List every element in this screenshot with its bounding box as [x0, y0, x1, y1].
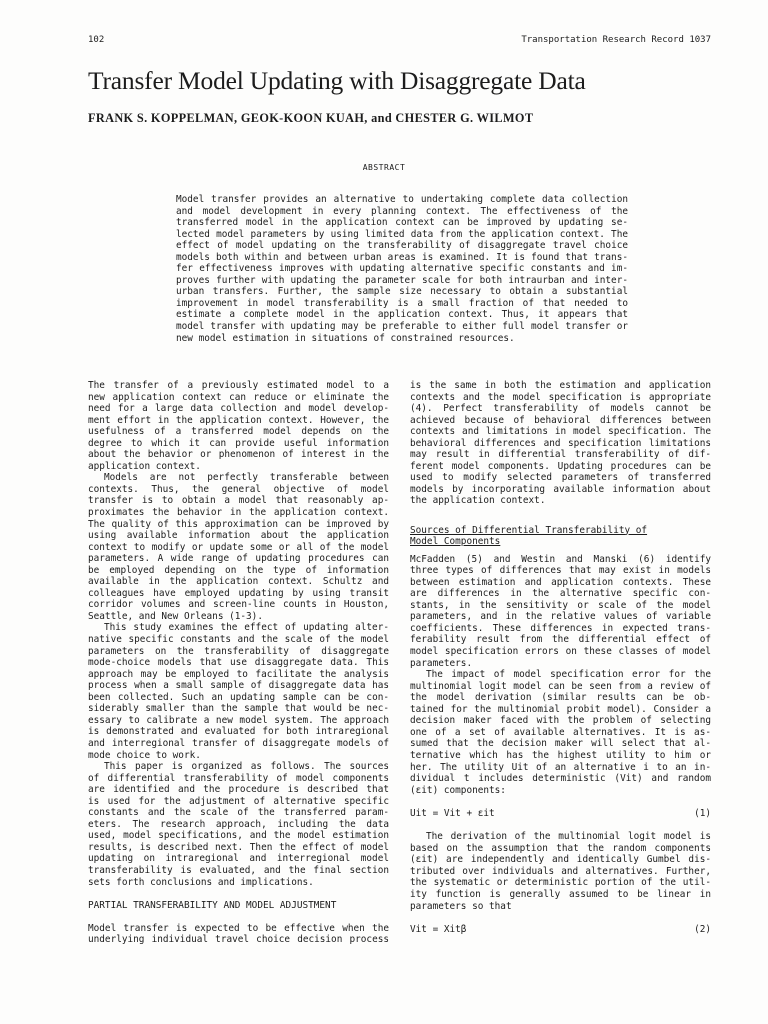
text-line: one of a set of available alternatives. It is as-	[410, 726, 711, 738]
text-line: mode-choice models that use disaggregate data. This	[88, 657, 389, 669]
text-line: contexts and the model specification is appropriate	[410, 391, 711, 403]
abstract-line: new model estimation in situations of constrained resources.	[176, 332, 515, 344]
text-line: tributed over individuals and alternatives. Further,	[410, 865, 711, 877]
abstract-line: Model transfer provides an alternative to undertaking complete data collection	[176, 194, 628, 205]
text-line: between estimation and application contexts. These	[410, 576, 711, 588]
author-list: FRANK S. KOPPELMAN, GEOK-KOON KUAH, and CHESTER G. WILMOT	[88, 111, 534, 125]
text-line: parameters on the transferability of disaggregate	[88, 645, 389, 657]
text-line: available in the application context. Schultz and	[88, 576, 389, 588]
paper-title: Transfer Model Updating with Disaggregate Data	[88, 66, 586, 95]
text-line: Models are not perfectly transferable between	[104, 472, 389, 484]
text-line: tained for the multinomial probit model). Consider a	[410, 703, 711, 715]
abstract-line: and model development in every planning context. The effectiveness of the	[176, 205, 628, 217]
equation-number: (1)	[694, 807, 711, 819]
equation-2	[410, 924, 711, 936]
text-line: behavioral differences and specification limitations	[410, 437, 711, 449]
text-line: parameters so that	[410, 900, 512, 912]
text-line: may result in differential transferability of dif-	[410, 449, 711, 461]
equation-text: Uit = Vit + εit	[410, 807, 495, 819]
text-line: proximates the behavior in the application context.	[88, 507, 389, 519]
text-line: siderably smaller than the sample that would be nec-	[88, 703, 389, 715]
text-line: contexts and limitations in model specification. The	[410, 426, 711, 438]
abstract-line: models both within and between urban areas is examined. It is found that trans-	[176, 251, 628, 263]
text-line: colleagues have employed updating by using transit	[88, 587, 389, 599]
journal-name: Transportation Research Record 1037	[521, 35, 711, 45]
text-line: This paper is organized as follows. The sources	[104, 761, 389, 773]
text-line: are identified and the procedure is described that	[88, 784, 389, 796]
abstract-line: effect of model updating on the transferability of disaggregate travel choice	[176, 240, 628, 252]
text-line: been collected. Such an updating sample can be con-	[88, 691, 389, 703]
text-line: decision maker faced with the problem of selecting	[410, 715, 711, 727]
text-line: contexts. Thus, the general objective of model	[88, 483, 389, 495]
text-line: ment effort in the application context. However, the	[88, 414, 389, 426]
text-line: dividual t includes deterministic (Vit) and random	[410, 773, 711, 785]
text-line: need for a large data collection and model develop-	[88, 403, 389, 415]
text-line: results, is described next. Then the effect of model	[88, 841, 389, 853]
text-line: stants, in the sensitivity or scale of the model	[410, 599, 711, 611]
text-line: parameters.	[410, 657, 473, 669]
paragraph	[410, 831, 711, 912]
text-line: sets forth conclusions and implications.	[88, 876, 314, 888]
text-line: ity function is generally assumed to be linear in	[410, 888, 711, 900]
text-line: process when a small sample of disaggregate data has	[88, 680, 389, 692]
text-line: usefulness of a transferred model depends on the	[88, 426, 389, 438]
text-line: is the same in both the estimation and application	[410, 380, 711, 391]
text-line: ferability result from the differential effect of	[410, 634, 711, 646]
text-line: about the behavior or phenomenon of interest in the	[88, 449, 389, 461]
text-line: based on the assumption that the random components	[410, 842, 711, 854]
paragraph	[410, 669, 711, 796]
text-line: approach may be employed to facilitate the analysis	[88, 668, 389, 680]
text-line: parameters. A wide range of updating procedures can	[88, 553, 389, 565]
text-line: native specific constants and the scale of the model	[88, 634, 389, 646]
abstract-line: improvement in model transferability is a small fraction of that needed to	[176, 297, 628, 309]
text-line: The quality of this approximation can be improved by	[88, 518, 389, 530]
text-line: models by incorporating available information about	[410, 483, 711, 495]
text-line: new application context can reduce or eliminate the	[88, 391, 389, 403]
text-line: Seattle, and New Orleans (1-3).	[88, 610, 263, 622]
abstract-line: fer effectiveness improves with updating alternative specific constants and im-	[176, 263, 628, 275]
section-heading: PARTIAL TRANSFERABILITY AND MODEL ADJUSTMENT	[88, 899, 337, 911]
abstract-line: lected model parameters by using limited data from the application context. The	[176, 228, 628, 240]
abstract-line: model transfer with updating may be preferable to either full model transfer or	[176, 321, 628, 333]
text-line: mode choice to work.	[88, 749, 201, 761]
text-line: transfer is to obtain a model that reasonably ap-	[88, 495, 389, 507]
text-line: multinomial logit model can be seen from a review of	[410, 680, 711, 692]
abstract-line: estimate a complete model in the application context. Thus, it appears that	[176, 309, 628, 321]
text-line: parameters, and in the relative values of variable	[410, 611, 711, 623]
text-line: achieved because of behavioral differences between	[410, 414, 711, 426]
text-line: context to modify or update some or all of the model	[88, 541, 389, 553]
text-line: the application context.	[410, 495, 546, 507]
subsection-heading-line: Model Components	[410, 536, 501, 548]
equation-text: Vit = Xitβ	[410, 923, 467, 935]
text-line: constants and the scale of the transferred param-	[88, 807, 389, 819]
text-line: transferability is evaluated, and the final section	[88, 864, 389, 876]
text-line: used to modify selected parameters of transferred	[410, 472, 711, 484]
text-line: be employed depending on the type of information	[88, 564, 389, 576]
text-line: application context.	[88, 460, 201, 472]
text-line: (4). Perfect transferability of models cannot be	[410, 403, 711, 415]
text-line: used, model specifications, and the model estimation	[88, 830, 389, 842]
text-line: (εit) components:	[410, 784, 506, 796]
text-line: model specification errors on these classes of model	[410, 646, 711, 658]
text-line: coefficients. These differences in expected trans-	[410, 622, 711, 634]
text-line: the systematic or deterministic portion of the util-	[410, 877, 711, 889]
text-line: This study examines the effect of updating alter-	[104, 622, 389, 634]
left-column	[88, 380, 389, 946]
page-number: 102	[88, 35, 105, 45]
abstract-line: proves further with updating the parameter scale for both intraurban and inter-	[176, 274, 628, 286]
paragraph	[88, 380, 389, 472]
paragraph	[410, 554, 711, 669]
text-line: of differential transferability of model components	[88, 772, 389, 784]
text-line: ternative which has the highest utility to him or	[410, 749, 711, 761]
text-line: and interregional transfer of disaggregate models of	[88, 737, 389, 749]
text-line: the model derivation (similar results can be ob-	[410, 692, 711, 704]
text-line: underlying individual travel choice decision process	[88, 934, 389, 946]
text-line: ferent model components. Updating procedures can be	[410, 460, 711, 472]
text-line: updating on intraregional and interregional model	[88, 853, 389, 865]
text-line: is used for the adjustment of alternative specific	[88, 795, 389, 807]
text-line: The impact of model specification error for the	[426, 669, 711, 681]
text-line: are differences in the alternative specific con-	[410, 588, 711, 600]
equation-number: (2)	[694, 923, 711, 935]
abstract-line: urban transfers. Further, the sample size necessary to obtain a substantial	[176, 286, 628, 298]
text-line: degree to which it can provide useful information	[88, 437, 389, 449]
paragraph	[88, 472, 389, 622]
abstract-body	[176, 194, 628, 344]
paragraph	[88, 923, 389, 946]
abstract-line: transferred model in the application context can be improved by updating se-	[176, 217, 628, 229]
paragraph	[410, 380, 711, 507]
equation-1	[410, 808, 711, 820]
text-line: eters. The research approach, including the data	[88, 818, 389, 830]
paragraph	[88, 761, 389, 888]
text-line: using available information about the application	[88, 530, 389, 542]
text-line: her. The utility Uit of an alternative i to an in-	[410, 761, 711, 773]
text-line: (εit) are independently and identically Gumbel dis-	[410, 854, 711, 866]
text-line: is demonstrated and evaluated for both intraregional	[88, 726, 389, 738]
text-line: three types of differences that may exist in models	[410, 565, 711, 577]
text-line: McFadden (5) and Westin and Manski (6) identify	[410, 553, 711, 565]
text-line: corridor volumes and screen-line counts in Houston,	[88, 599, 389, 611]
text-line: sumed that the decision maker will select that al-	[410, 738, 711, 750]
abstract-heading: ABSTRACT	[362, 163, 406, 172]
subsection-heading-line: Sources of Differential Transferability of	[410, 524, 648, 536]
text-line: Model transfer is expected to be effective when the	[88, 922, 389, 934]
text-line: The derivation of the multinomial logit model is	[426, 831, 711, 843]
subsection-heading	[410, 525, 711, 548]
paragraph	[88, 622, 389, 761]
right-column	[410, 380, 711, 936]
text-line: The transfer of a previously estimated model to a	[88, 380, 389, 391]
text-line: essary to calibrate a new model system. The approach	[88, 714, 389, 726]
